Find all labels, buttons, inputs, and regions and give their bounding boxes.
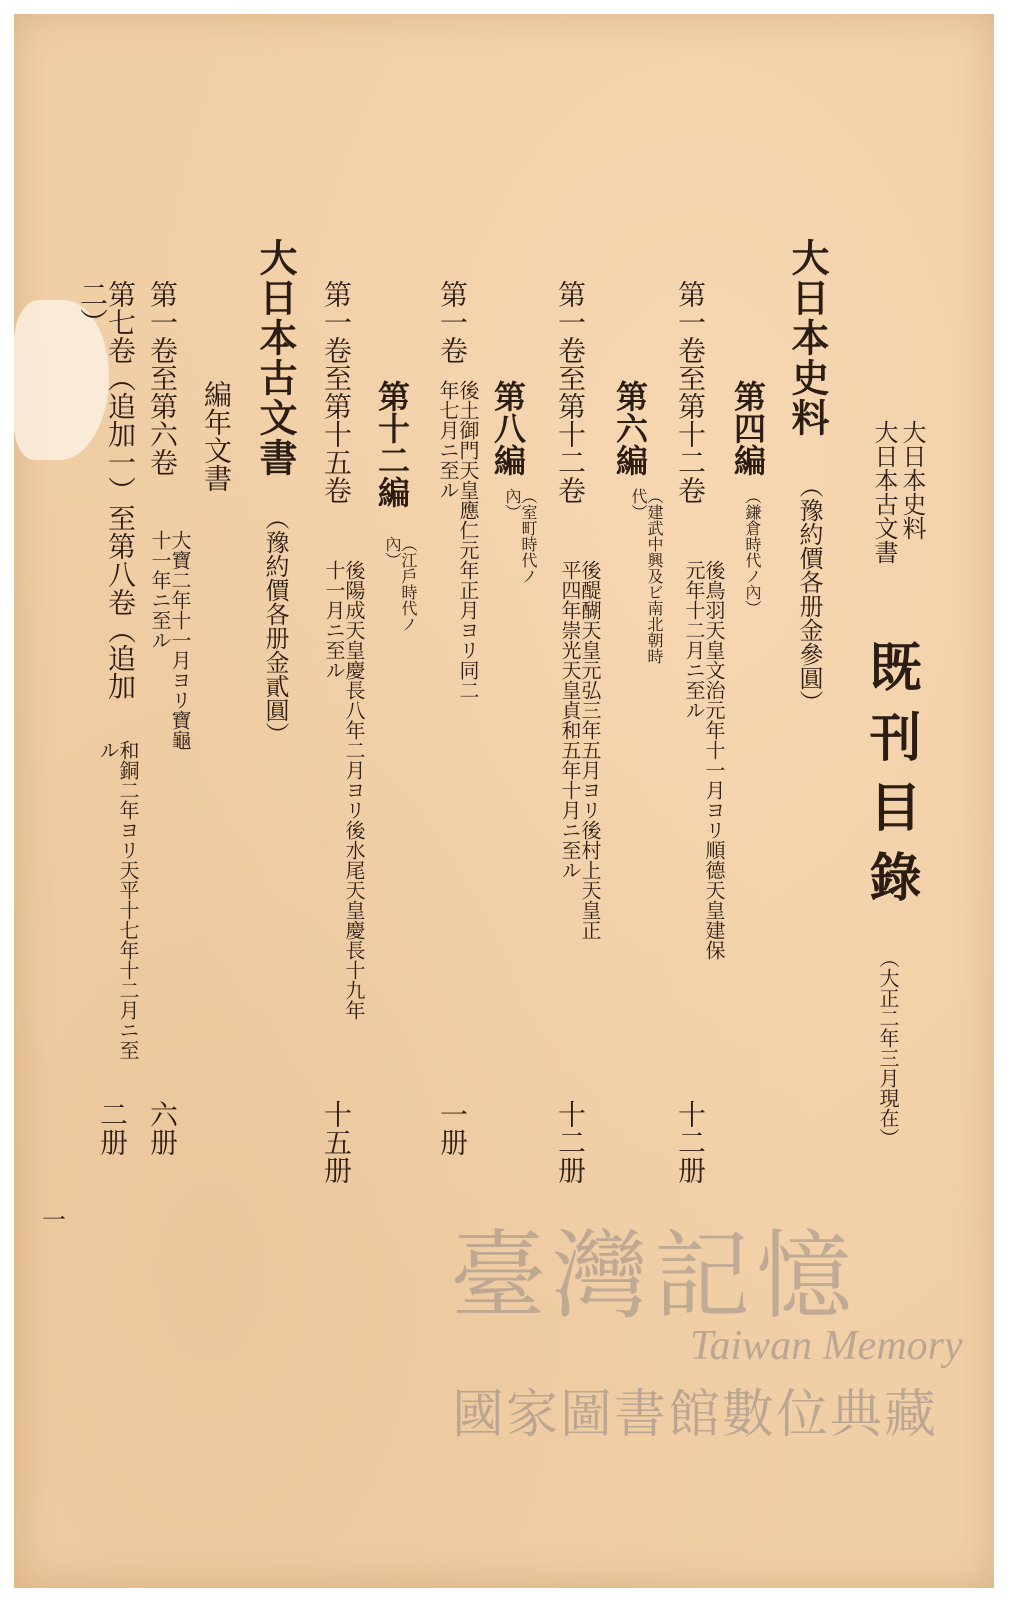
komonjo-item1-count: 六册	[146, 1100, 179, 1156]
komonjo-item1-volumes: 第一卷至第六卷	[146, 280, 179, 476]
hen12-range: 後陽成天皇慶長八年二月ヨリ後水尾天皇慶長十九年十一月ニ至ル	[322, 560, 366, 1020]
watermark-library: 國家圖書館數位典藏	[452, 1385, 939, 1445]
hen6-volumes: 第一卷至第十二卷	[554, 280, 587, 504]
komonjo-series: 編年文書	[200, 380, 233, 492]
hen4-count: 十二册	[674, 1100, 707, 1184]
hen4-volumes: 第一卷至第十二卷	[674, 280, 707, 504]
hen4-range: 後鳥羽天皇文治元年十一月ヨリ順德天皇建保元年十二月ニ至ル	[682, 560, 726, 960]
watermark-english: Taiwan Memory	[690, 1323, 963, 1369]
hen8-label: 第八編	[489, 380, 527, 476]
hen12-volumes: 第一卷至第十五卷	[320, 280, 353, 504]
hen12-count: 十五册	[320, 1100, 353, 1184]
date-note: （大正二年三月現在）	[876, 948, 900, 1148]
komonjo-item2-volumes: 第七卷（追加一）至第八卷（追加二）	[76, 280, 137, 700]
shiryo-heading: 大日本史料	[785, 238, 830, 438]
hen8-range: 後土御門天皇應仁元年正月ヨリ同二年七月ニ至ル	[436, 380, 480, 700]
hen6-era: （建武中興及ビ南北朝時代）	[629, 488, 664, 664]
komonjo-heading: 大日本古文書	[253, 238, 298, 478]
hen8-count: 一册	[436, 1100, 469, 1156]
komonjo-item2-range: 和銅二年ヨリ天平十七年十二月ニ至ル	[96, 740, 140, 1060]
hen6-label: 第六編	[611, 380, 649, 476]
komonjo-item1-range: 大寶二年十一月ヨリ寶龜十一年ニ至ル	[148, 530, 192, 750]
hen4-era: （鎌倉時代ノ內）	[743, 488, 762, 616]
hen4-label: 第四編	[729, 380, 767, 476]
hen6-count: 十二册	[554, 1100, 587, 1184]
watermark-brand: 臺灣記憶	[450, 1220, 858, 1332]
hen12-label: 第十二編	[373, 380, 411, 508]
page-number: 一	[42, 1206, 66, 1234]
hen8-volumes: 第一卷	[436, 280, 469, 364]
header-line-1: 大日本史料	[898, 420, 926, 540]
catalog-title: 既刊目錄	[860, 640, 921, 920]
hen8-era: （室町時代ノ內）	[503, 488, 538, 584]
hen12-era: （江戶時代ノ內）	[383, 536, 418, 632]
komonjo-price: （豫約價各册金貳圓）	[261, 506, 289, 746]
hen6-range: 後醍醐天皇元弘三年五月ヨリ後村上天皇正平四年崇光天皇貞和五年十月ニ至ル	[558, 560, 602, 940]
shiryo-price: （豫約價各册金參圓）	[795, 474, 823, 714]
header-line-2: 大日本古文書	[870, 420, 898, 564]
komonjo-item2-count: 二册	[96, 1100, 129, 1156]
